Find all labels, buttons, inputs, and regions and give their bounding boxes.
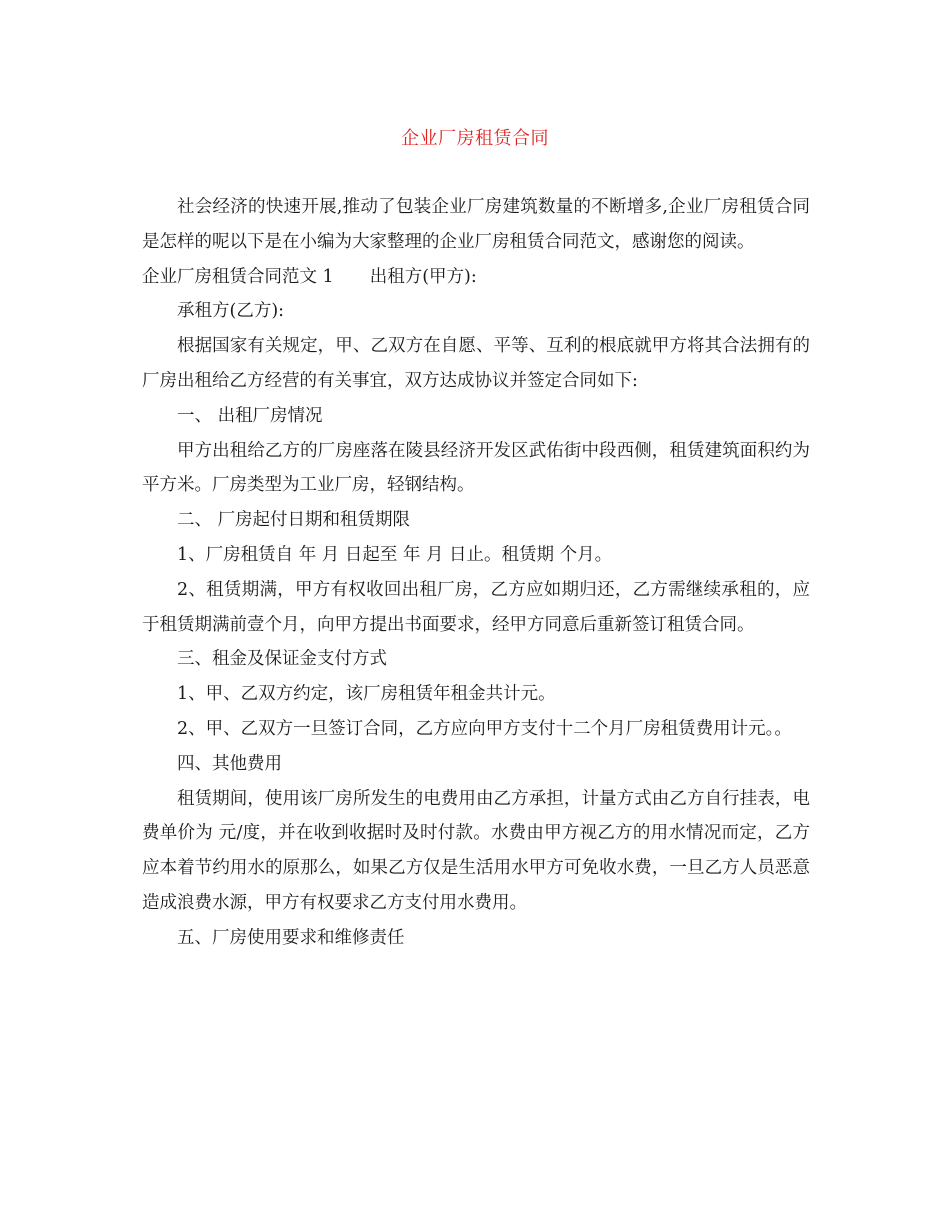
clause-2-1: 1、厂房租赁自 年 月 日起至 年 月 日止。租赁期 个月。 bbox=[177, 544, 613, 565]
clause-3-1: 1、甲、乙双方约定，该厂房租赁年租金共计元。 bbox=[177, 684, 556, 705]
sample-heading-line bbox=[142, 260, 810, 295]
clause-3-2: 2、甲、乙双方一旦签订合同，乙方应向甲方支付十二个月厂房租赁费用计元。。 bbox=[177, 718, 792, 739]
lessor-label: 出租方(甲方): bbox=[369, 266, 477, 287]
sample-heading: 企业厂房租赁合同范文 1 bbox=[142, 266, 334, 287]
intro-paragraph: 社会经济的快速开展,推动了包装企业厂房建筑数量的不断增多,企业厂房租赁合同是怎样的呢以下是在小编为大家整理的企业厂房租赁合同范文，感谢您的阅读。 bbox=[142, 197, 810, 252]
section-heading-2: 二、 厂房起付日期和租赁期限 bbox=[177, 510, 411, 531]
section-4-paragraph: 租赁期间，使用该厂房所发生的电费用由乙方承担，计量方式由乙方自行挂表，电费单价为 元/度，并在收到收据时及时付款。水费由甲方视乙方的用水情况而定，乙方应本着节约用水的原那么，如果乙方仅是生活用水甲方可免收水费，一旦乙方人员恶意造成浪费水源，甲方有权要求乙方支付用水费用。 bbox=[142, 788, 810, 913]
section-heading-1: 一、 出租厂房情况 bbox=[177, 405, 323, 426]
clause-2-2: 2、租赁期满，甲方有权收回出租厂房，乙方应如期归还，乙方需继续承租的，应于租赁期满前壹个月，向甲方提出书面要求，经甲方同意后重新签订租赁合同。 bbox=[142, 579, 810, 635]
lessee-label: 承租方(乙方): bbox=[177, 301, 285, 322]
section-heading-4: 四、其他费用 bbox=[177, 753, 282, 774]
preamble-paragraph: 根据国家有关规定，甲、乙双方在自愿、平等、互利的根底就甲方将其合法拥有的厂房出租给乙方经营的有关事宜，双方达成协议并签定合同如下: bbox=[142, 336, 810, 391]
section-heading-5: 五、厂房使用要求和维修责任 bbox=[177, 927, 405, 948]
section-1-paragraph: 甲方出租给乙方的厂房座落在陵县经济开发区武佑街中段西侧，租赁建筑面积约为 平方米。厂房类型为工业厂房，轻钢结构。 bbox=[142, 440, 810, 496]
document-body bbox=[142, 190, 810, 956]
document-title: 企业厂房租赁合同 bbox=[401, 128, 549, 149]
section-heading-3: 三、租金及保证金支付方式 bbox=[177, 649, 387, 670]
